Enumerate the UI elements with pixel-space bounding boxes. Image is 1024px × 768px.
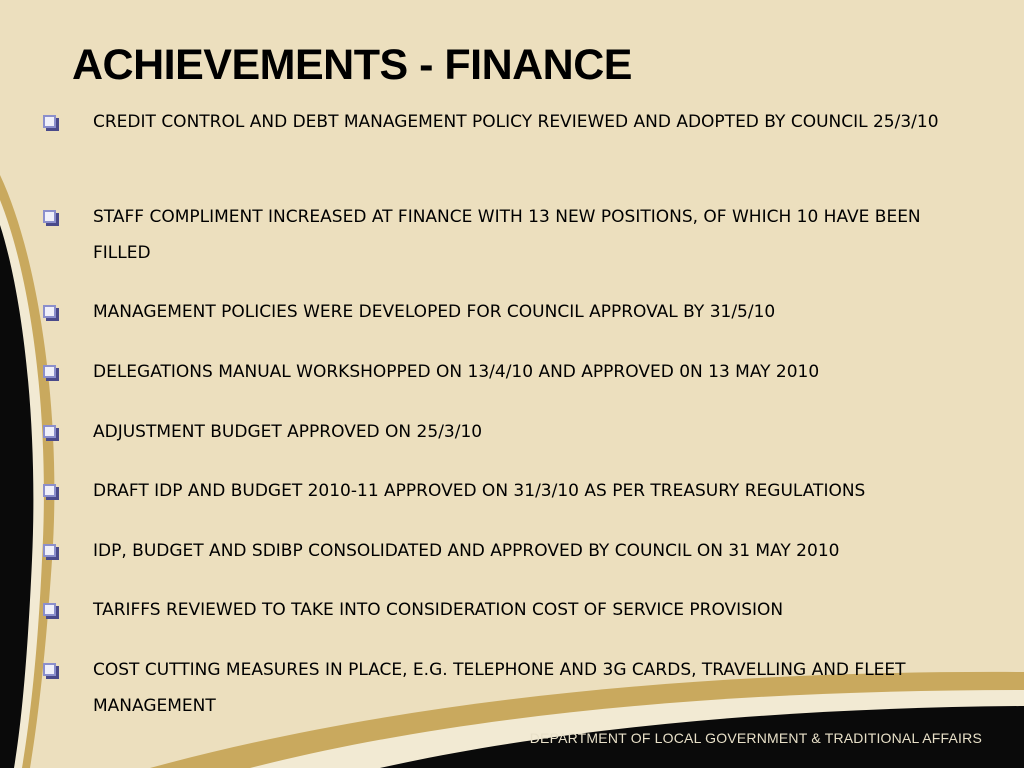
bullet-text: DRAFT IDP AND BUDGET 2010-11 APPROVED ON 31/3/10 AS PER TREASURY REGULATIONS [93, 481, 866, 501]
hollow-square-bullet-icon [43, 210, 56, 223]
hollow-square-bullet-icon [43, 425, 56, 438]
hollow-square-bullet-icon [43, 603, 56, 616]
bullet-text: MANAGEMENT POLICIES WERE DEVELOPED FOR COUNCIL APPROVAL BY 31/5/10 [93, 302, 776, 322]
hollow-square-bullet-icon [43, 663, 56, 676]
bullet-text: DELEGATIONS MANUAL WORKSHOPPED ON 13/4/10 AND APPROVED 0N 13 MAY 2010 [93, 362, 820, 382]
hollow-square-bullet-icon [43, 484, 56, 497]
bullet-text: STAFF COMPLIMENT INCREASED AT FINANCE WITH 13 NEW POSITIONS, OF WHICH 10 HAVE BEEN FILLED [93, 207, 921, 263]
bullet-text: CREDIT CONTROL AND DEBT MANAGEMENT POLICY REVIEWED AND ADOPTED BY COUNCIL 25/3/10 [93, 112, 939, 132]
bullet-text: ADJUSTMENT BUDGET APPROVED ON 25/3/10 [93, 422, 483, 442]
bullet-text: TARIFFS REVIEWED TO TAKE INTO CONSIDERATION COST OF SERVICE PROVISION [93, 600, 784, 620]
hollow-square-bullet-icon [43, 115, 56, 128]
hollow-square-bullet-icon [43, 305, 56, 318]
footer-department-name: DEPARTMENT OF LOCAL GOVERNMENT & TRADITIONAL AFFAIRS [529, 730, 982, 746]
slide-title: ACHIEVEMENTS - FINANCE [72, 41, 632, 89]
hollow-square-bullet-icon [43, 544, 56, 557]
bullet-text: IDP, BUDGET AND SDIBP CONSOLIDATED AND APPROVED BY COUNCIL ON 31 MAY 2010 [93, 541, 840, 561]
hollow-square-bullet-icon [43, 365, 56, 378]
bullet-text: COST CUTTING MEASURES IN PLACE, E.G. TELEPHONE AND 3G CARDS, TRAVELLING AND FLEET MANAGEMENT [93, 660, 906, 716]
